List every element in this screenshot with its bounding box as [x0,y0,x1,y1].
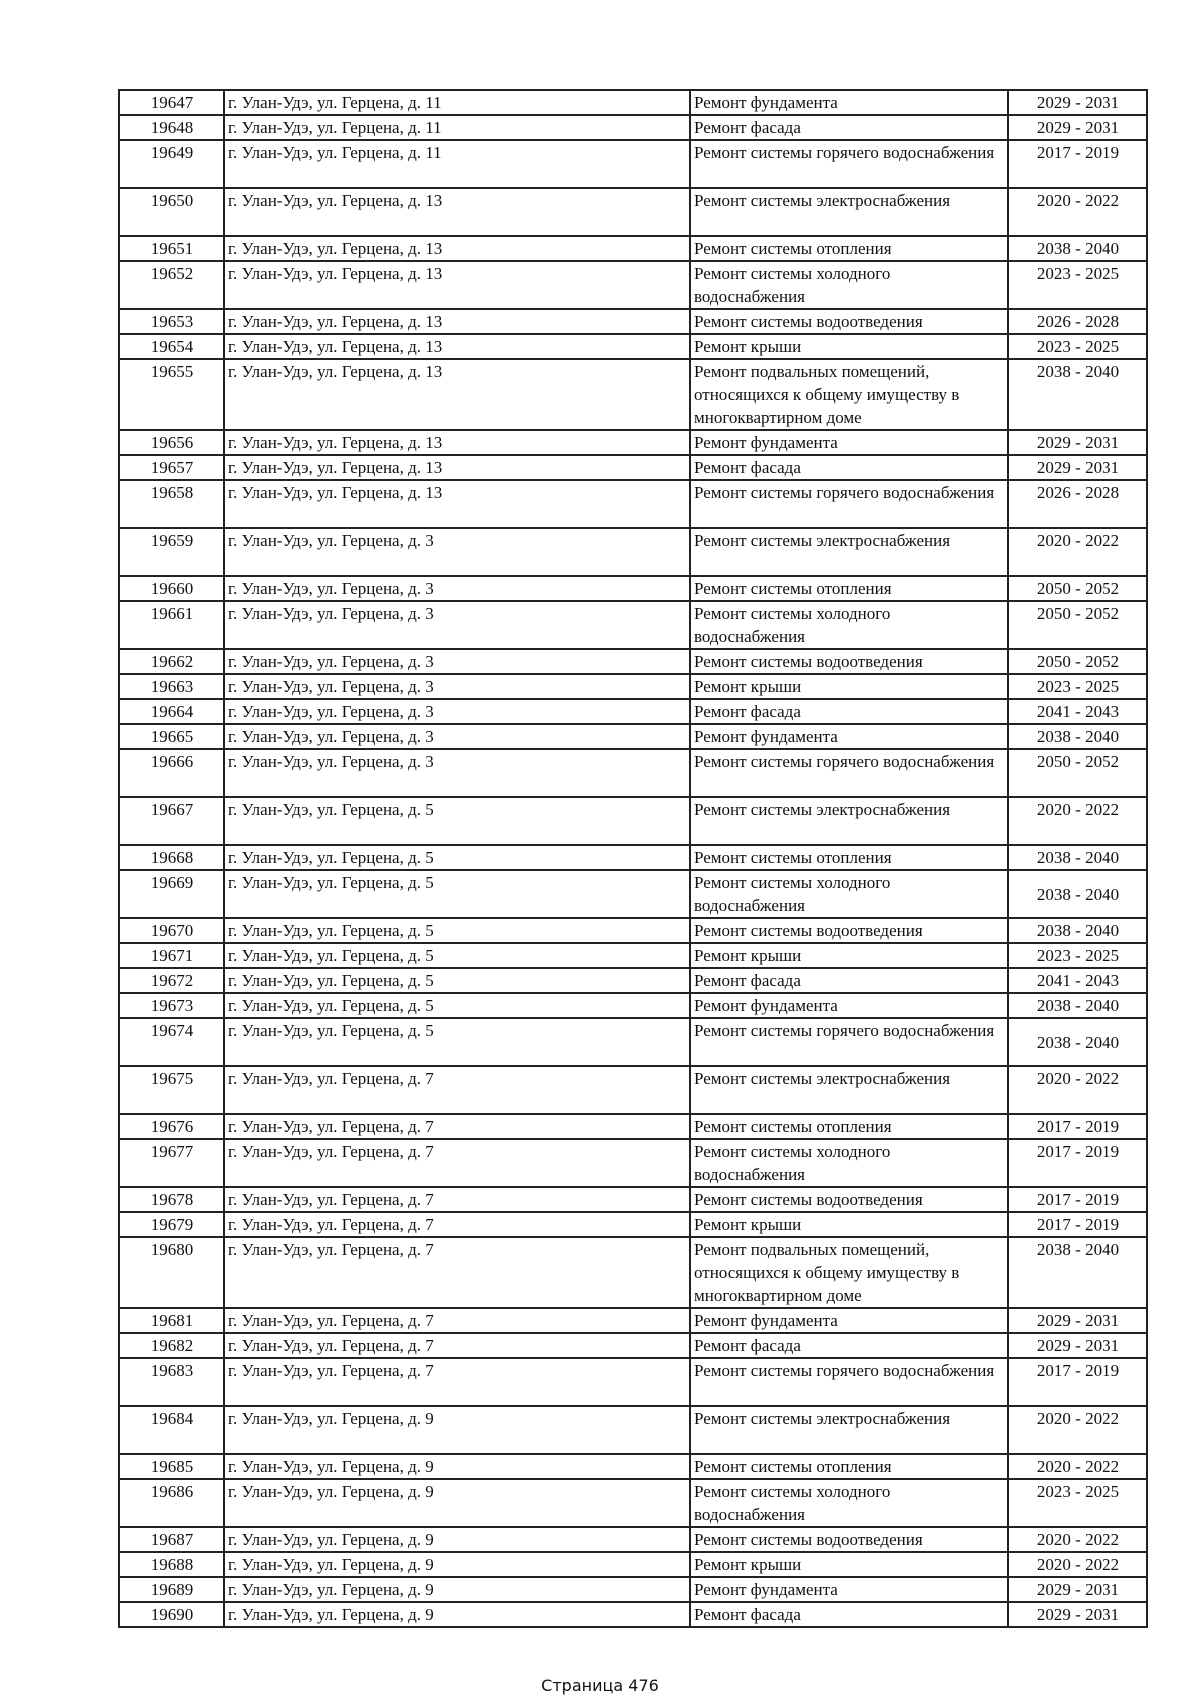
work-type-cell: Ремонт системы холодного водоснабжения [690,870,1008,918]
table-row [119,674,1147,699]
work-type-cell: Ремонт фундамента [690,430,1008,455]
table-row [119,1527,1147,1552]
address-cell: г. Улан-Удэ, ул. Герцена, д. 5 [224,943,690,968]
work-type-cell: Ремонт системы электроснабжения [690,797,1008,845]
row-number-cell: 19668 [119,845,224,870]
row-number-cell: 19669 [119,870,224,918]
address-cell: г. Улан-Удэ, ул. Герцена, д. 3 [224,674,690,699]
row-number-cell: 19651 [119,236,224,261]
address-cell: г. Улан-Удэ, ул. Герцена, д. 7 [224,1139,690,1187]
table-row [119,1187,1147,1212]
address-cell: г. Улан-Удэ, ул. Герцена, д. 5 [224,993,690,1018]
period-cell: 2017 - 2019 [1008,140,1147,188]
period-cell: 2050 - 2052 [1008,749,1147,797]
row-number-cell: 19680 [119,1237,224,1308]
table-row [119,140,1147,188]
row-number-cell: 19673 [119,993,224,1018]
period-cell: 2050 - 2052 [1008,576,1147,601]
period-cell: 2029 - 2031 [1008,1602,1147,1627]
work-type-cell: Ремонт крыши [690,674,1008,699]
address-cell: г. Улан-Удэ, ул. Герцена, д. 9 [224,1527,690,1552]
table-row [119,699,1147,724]
row-number-cell: 19667 [119,797,224,845]
work-type-cell: Ремонт системы водоотведения [690,1187,1008,1212]
page-number: Страница 476 [541,1676,659,1695]
table-row [119,455,1147,480]
address-cell: г. Улан-Удэ, ул. Герцена, д. 13 [224,430,690,455]
work-type-cell: Ремонт системы водоотведения [690,918,1008,943]
period-cell: 2038 - 2040 [1008,918,1147,943]
table-row [119,993,1147,1018]
row-number-cell: 19674 [119,1018,224,1066]
address-cell: г. Улан-Удэ, ул. Герцена, д. 13 [224,309,690,334]
address-cell: г. Улан-Удэ, ул. Герцена, д. 9 [224,1577,690,1602]
address-cell: г. Улан-Удэ, ул. Герцена, д. 3 [224,601,690,649]
work-type-cell: Ремонт крыши [690,943,1008,968]
table-row [119,334,1147,359]
address-cell: г. Улан-Удэ, ул. Герцена, д. 13 [224,480,690,528]
repair-schedule-table [118,89,1148,1628]
work-type-cell: Ремонт фасада [690,1602,1008,1627]
row-number-cell: 19675 [119,1066,224,1114]
row-number-cell: 19684 [119,1406,224,1454]
row-number-cell: 19653 [119,309,224,334]
period-cell: 2017 - 2019 [1008,1358,1147,1406]
row-number-cell: 19661 [119,601,224,649]
period-cell: 2017 - 2019 [1008,1187,1147,1212]
row-number-cell: 19689 [119,1577,224,1602]
period-cell: 2029 - 2031 [1008,115,1147,140]
work-type-cell: Ремонт фасада [690,115,1008,140]
work-type-cell: Ремонт системы горячего водоснабжения [690,140,1008,188]
work-type-cell: Ремонт системы отопления [690,845,1008,870]
period-cell: 2038 - 2040 [1008,724,1147,749]
period-cell: 2023 - 2025 [1008,261,1147,309]
table-row [119,943,1147,968]
period-cell: 2017 - 2019 [1008,1114,1147,1139]
address-cell: г. Улан-Удэ, ул. Герцена, д. 7 [224,1066,690,1114]
work-type-cell: Ремонт системы холодного водоснабжения [690,1479,1008,1527]
row-number-cell: 19690 [119,1602,224,1627]
table-row [119,359,1147,430]
period-cell: 2020 - 2022 [1008,1527,1147,1552]
work-type-cell: Ремонт подвальных помещений, относящихся к общему имуществу в многоквартирном доме [690,1237,1008,1308]
work-type-cell: Ремонт системы горячего водоснабжения [690,749,1008,797]
table-row [119,1066,1147,1114]
period-cell: 2041 - 2043 [1008,968,1147,993]
period-cell: 2026 - 2028 [1008,480,1147,528]
row-number-cell: 19663 [119,674,224,699]
work-type-cell: Ремонт системы холодного водоснабжения [690,261,1008,309]
row-number-cell: 19679 [119,1212,224,1237]
address-cell: г. Улан-Удэ, ул. Герцена, д. 7 [224,1333,690,1358]
address-cell: г. Улан-Удэ, ул. Герцена, д. 13 [224,334,690,359]
address-cell: г. Улан-Удэ, ул. Герцена, д. 9 [224,1602,690,1627]
period-cell: 2023 - 2025 [1008,1479,1147,1527]
table-row [119,845,1147,870]
work-type-cell: Ремонт системы горячего водоснабжения [690,1018,1008,1066]
period-cell: 2020 - 2022 [1008,1406,1147,1454]
work-type-cell: Ремонт системы электроснабжения [690,528,1008,576]
table-row [119,649,1147,674]
address-cell: г. Улан-Удэ, ул. Герцена, д. 7 [224,1308,690,1333]
address-cell: г. Улан-Удэ, ул. Герцена, д. 5 [224,797,690,845]
period-cell: 2050 - 2052 [1008,601,1147,649]
row-number-cell: 19650 [119,188,224,236]
work-type-cell: Ремонт системы отопления [690,236,1008,261]
table-row [119,1406,1147,1454]
address-cell: г. Улан-Удэ, ул. Герцена, д. 13 [224,188,690,236]
table-row [119,1308,1147,1333]
row-number-cell: 19688 [119,1552,224,1577]
table-row [119,601,1147,649]
table-row [119,1212,1147,1237]
row-number-cell: 19683 [119,1358,224,1406]
table-row [119,261,1147,309]
period-cell: 2020 - 2022 [1008,797,1147,845]
row-number-cell: 19656 [119,430,224,455]
address-cell: г. Улан-Удэ, ул. Герцена, д. 3 [224,528,690,576]
work-type-cell: Ремонт системы электроснабжения [690,1066,1008,1114]
row-number-cell: 19660 [119,576,224,601]
address-cell: г. Улан-Удэ, ул. Герцена, д. 3 [224,576,690,601]
work-type-cell: Ремонт системы отопления [690,576,1008,601]
period-cell: 2029 - 2031 [1008,1577,1147,1602]
address-cell: г. Улан-Удэ, ул. Герцена, д. 3 [224,649,690,674]
period-cell: 2020 - 2022 [1008,528,1147,576]
period-cell: 2029 - 2031 [1008,455,1147,480]
period-cell: 2029 - 2031 [1008,90,1147,115]
work-type-cell: Ремонт фасада [690,1333,1008,1358]
work-type-cell: Ремонт системы холодного водоснабжения [690,601,1008,649]
period-cell: 2029 - 2031 [1008,1308,1147,1333]
row-number-cell: 19659 [119,528,224,576]
work-type-cell: Ремонт фундамента [690,724,1008,749]
table-row [119,1114,1147,1139]
work-type-cell: Ремонт фундамента [690,90,1008,115]
table-row [119,1577,1147,1602]
table-row [119,1237,1147,1308]
table-row [119,968,1147,993]
table-row [119,797,1147,845]
table-row [119,1139,1147,1187]
work-type-cell: Ремонт крыши [690,1552,1008,1577]
address-cell: г. Улан-Удэ, ул. Герцена, д. 3 [224,749,690,797]
period-cell: 2041 - 2043 [1008,699,1147,724]
period-cell: 2038 - 2040 [1008,845,1147,870]
period-cell: 2038 - 2040 [1008,870,1147,918]
address-cell: г. Улан-Удэ, ул. Герцена, д. 11 [224,115,690,140]
period-cell: 2038 - 2040 [1008,1018,1147,1066]
address-cell: г. Улан-Удэ, ул. Герцена, д. 7 [224,1187,690,1212]
table-row [119,528,1147,576]
address-cell: г. Улан-Удэ, ул. Герцена, д. 7 [224,1114,690,1139]
row-number-cell: 19662 [119,649,224,674]
row-number-cell: 19648 [119,115,224,140]
table-row [119,1454,1147,1479]
table-row [119,1358,1147,1406]
work-type-cell: Ремонт системы электроснабжения [690,1406,1008,1454]
address-cell: г. Улан-Удэ, ул. Герцена, д. 3 [224,724,690,749]
row-number-cell: 19687 [119,1527,224,1552]
work-type-cell: Ремонт системы холодного водоснабжения [690,1139,1008,1187]
period-cell: 2050 - 2052 [1008,649,1147,674]
work-type-cell: Ремонт крыши [690,334,1008,359]
row-number-cell: 19665 [119,724,224,749]
row-number-cell: 19666 [119,749,224,797]
period-cell: 2038 - 2040 [1008,1237,1147,1308]
period-cell: 2017 - 2019 [1008,1212,1147,1237]
address-cell: г. Улан-Удэ, ул. Герцена, д. 9 [224,1454,690,1479]
period-cell: 2017 - 2019 [1008,1139,1147,1187]
address-cell: г. Улан-Удэ, ул. Герцена, д. 13 [224,261,690,309]
row-number-cell: 19677 [119,1139,224,1187]
table-row [119,1479,1147,1527]
address-cell: г. Улан-Удэ, ул. Герцена, д. 9 [224,1406,690,1454]
work-type-cell: Ремонт системы водоотведения [690,1527,1008,1552]
row-number-cell: 19657 [119,455,224,480]
row-number-cell: 19682 [119,1333,224,1358]
address-cell: г. Улан-Удэ, ул. Герцена, д. 5 [224,870,690,918]
table-row [119,1602,1147,1627]
work-type-cell: Ремонт крыши [690,1212,1008,1237]
table-row [119,870,1147,918]
table-row [119,724,1147,749]
period-cell: 2023 - 2025 [1008,674,1147,699]
period-cell: 2020 - 2022 [1008,1066,1147,1114]
row-number-cell: 19654 [119,334,224,359]
work-type-cell: Ремонт фасада [690,968,1008,993]
table-row [119,115,1147,140]
row-number-cell: 19670 [119,918,224,943]
work-type-cell: Ремонт системы водоотведения [690,309,1008,334]
address-cell: г. Улан-Удэ, ул. Герцена, д. 3 [224,699,690,724]
address-cell: г. Улан-Удэ, ул. Герцена, д. 13 [224,236,690,261]
table-row [119,90,1147,115]
table-row [119,1333,1147,1358]
work-type-cell: Ремонт фундамента [690,993,1008,1018]
work-type-cell: Ремонт системы электроснабжения [690,188,1008,236]
period-cell: 2020 - 2022 [1008,1552,1147,1577]
row-number-cell: 19652 [119,261,224,309]
period-cell: 2023 - 2025 [1008,943,1147,968]
row-number-cell: 19649 [119,140,224,188]
row-number-cell: 19658 [119,480,224,528]
address-cell: г. Улан-Удэ, ул. Герцена, д. 5 [224,845,690,870]
period-cell: 2038 - 2040 [1008,993,1147,1018]
period-cell: 2038 - 2040 [1008,236,1147,261]
address-cell: г. Улан-Удэ, ул. Герцена, д. 5 [224,1018,690,1066]
address-cell: г. Улан-Удэ, ул. Герцена, д. 7 [224,1212,690,1237]
row-number-cell: 19681 [119,1308,224,1333]
table-body [119,90,1147,1627]
address-cell: г. Улан-Удэ, ул. Герцена, д. 7 [224,1358,690,1406]
row-number-cell: 19678 [119,1187,224,1212]
period-cell: 2020 - 2022 [1008,188,1147,236]
work-type-cell: Ремонт системы отопления [690,1114,1008,1139]
work-type-cell: Ремонт фасада [690,455,1008,480]
address-cell: г. Улан-Удэ, ул. Герцена, д. 5 [224,968,690,993]
table-row [119,749,1147,797]
period-cell: 2020 - 2022 [1008,1454,1147,1479]
address-cell: г. Улан-Удэ, ул. Герцена, д. 11 [224,140,690,188]
table-row [119,1552,1147,1577]
row-number-cell: 19647 [119,90,224,115]
work-type-cell: Ремонт фундамента [690,1308,1008,1333]
table-row [119,430,1147,455]
address-cell: г. Улан-Удэ, ул. Герцена, д. 11 [224,90,690,115]
address-cell: г. Улан-Удэ, ул. Герцена, д. 13 [224,455,690,480]
table-row [119,188,1147,236]
row-number-cell: 19686 [119,1479,224,1527]
row-number-cell: 19685 [119,1454,224,1479]
address-cell: г. Улан-Удэ, ул. Герцена, д. 5 [224,918,690,943]
table-row [119,576,1147,601]
table-row [119,309,1147,334]
work-type-cell: Ремонт системы водоотведения [690,649,1008,674]
table-row [119,918,1147,943]
period-cell: 2038 - 2040 [1008,359,1147,430]
table-row [119,1018,1147,1066]
address-cell: г. Улан-Удэ, ул. Герцена, д. 9 [224,1552,690,1577]
address-cell: г. Улан-Удэ, ул. Герцена, д. 7 [224,1237,690,1308]
table-row [119,236,1147,261]
period-cell: 2029 - 2031 [1008,430,1147,455]
row-number-cell: 19671 [119,943,224,968]
address-cell: г. Улан-Удэ, ул. Герцена, д. 13 [224,359,690,430]
row-number-cell: 19672 [119,968,224,993]
work-type-cell: Ремонт системы горячего водоснабжения [690,1358,1008,1406]
row-number-cell: 19655 [119,359,224,430]
period-cell: 2023 - 2025 [1008,334,1147,359]
period-cell: 2026 - 2028 [1008,309,1147,334]
work-type-cell: Ремонт фундамента [690,1577,1008,1602]
address-cell: г. Улан-Удэ, ул. Герцена, д. 9 [224,1479,690,1527]
work-type-cell: Ремонт системы горячего водоснабжения [690,480,1008,528]
work-type-cell: Ремонт системы отопления [690,1454,1008,1479]
table-row [119,480,1147,528]
period-cell: 2029 - 2031 [1008,1333,1147,1358]
row-number-cell: 19664 [119,699,224,724]
row-number-cell: 19676 [119,1114,224,1139]
work-type-cell: Ремонт фасада [690,699,1008,724]
work-type-cell: Ремонт подвальных помещений, относящихся к общему имуществу в многоквартирном доме [690,359,1008,430]
